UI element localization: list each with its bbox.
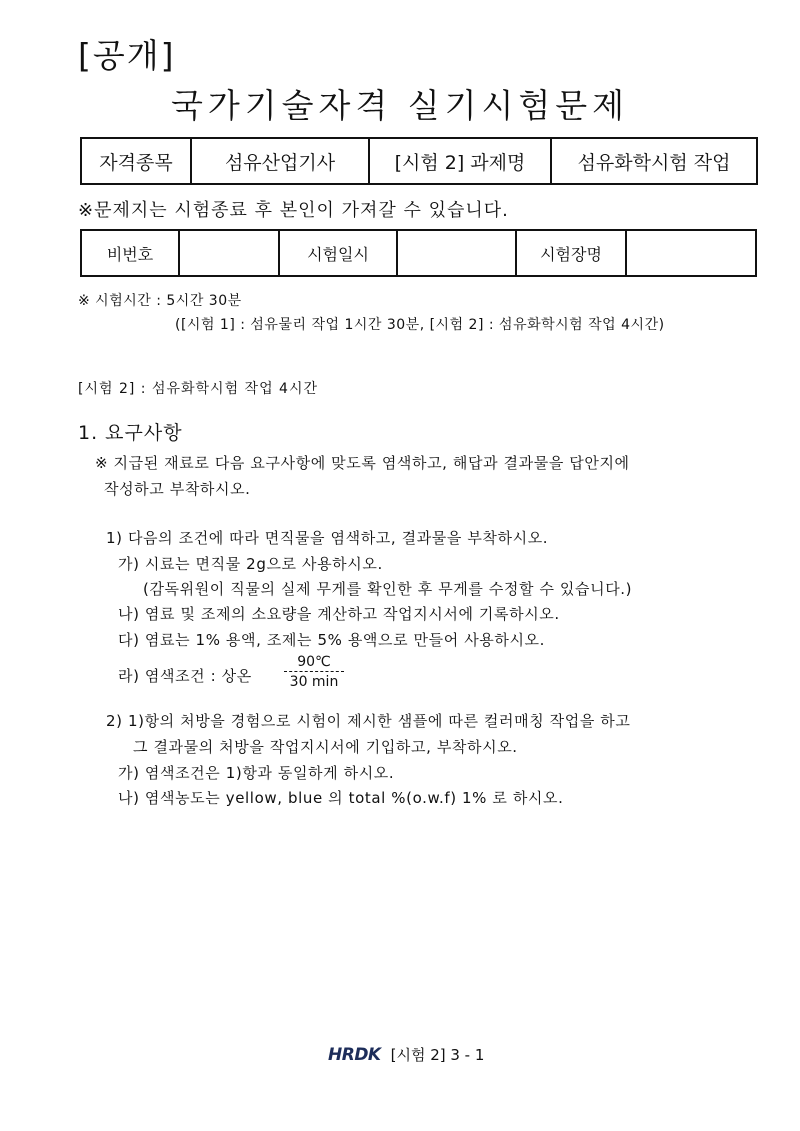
candidate-table bbox=[80, 229, 757, 277]
item-1-c: 다) 염료는 1% 용액, 조제는 5% 용액으로 만들어 사용하시오. bbox=[118, 631, 546, 649]
datetime-field[interactable] bbox=[397, 230, 516, 276]
task-value: 섬유화학시험 작업 bbox=[551, 138, 757, 184]
item-1-a: 가) 시료는 면직물 2g으로 사용하시오. bbox=[118, 555, 383, 573]
qualification-label: 자격종목 bbox=[81, 138, 191, 184]
page-footer bbox=[328, 1044, 484, 1065]
task-label: [시험 2] 과제명 bbox=[369, 138, 551, 184]
item-1-d: 라) 염색조건 : 상온 bbox=[118, 667, 252, 685]
document-title: 국가기술자격 실기시험문제 bbox=[170, 86, 630, 125]
dyeing-condition-fraction bbox=[284, 654, 344, 690]
requirements-intro-2: 작성하고 부착하시오. bbox=[104, 480, 251, 498]
item-1-b: 나) 염료 및 조제의 소요량을 계산하고 작업지시서에 기록하시오. bbox=[118, 605, 560, 623]
venue-label: 시험장명 bbox=[516, 230, 626, 276]
requirements-intro-1: ※ 지급된 재료로 다음 요구사항에 맞도록 염색하고, 해답과 결과물을 답안지에 bbox=[95, 454, 630, 472]
exam-time-detail: ([시험 1] : 섬유물리 작업 1시간 30분, [시험 2] : 섬유화학시험 작업 4시간) bbox=[175, 317, 665, 333]
fraction-denominator: 30 min bbox=[289, 674, 339, 690]
item-2-b: 나) 염색농도는 yellow, blue 의 total %(o.w.f) 1% 로 하시오. bbox=[118, 789, 564, 807]
notice-text: ※문제지는 시험종료 후 본인이 가져갈 수 있습니다. bbox=[78, 200, 509, 221]
number-field[interactable] bbox=[179, 230, 279, 276]
item-2-line-2: 그 결과물의 처방을 작업지시서에 기입하고, 부착하시오. bbox=[133, 738, 518, 756]
item-2-a: 가) 염색조건은 1)항과 동일하게 하시오. bbox=[118, 764, 395, 782]
exam-time: ※ 시험시간 : 5시간 30분 bbox=[78, 293, 242, 309]
venue-field[interactable] bbox=[626, 230, 756, 276]
public-tag: [공개] bbox=[78, 36, 176, 75]
qualification-table bbox=[80, 137, 758, 185]
item-2-line-1: 2) 1)항의 처방을 경험으로 시험이 제시한 샘플에 따른 컬러매칭 작업을 하고 bbox=[106, 712, 631, 730]
fraction-numerator: 90℃ bbox=[284, 654, 344, 672]
datetime-label: 시험일시 bbox=[279, 230, 397, 276]
requirements-heading: 1. 요구사항 bbox=[78, 422, 183, 444]
item-1: 1) 다음의 조건에 따라 면직물을 염색하고, 결과물을 부착하시오. bbox=[106, 529, 549, 547]
hrdk-logo: HRDK bbox=[328, 1045, 381, 1065]
page-number: [시험 2] 3 - 1 bbox=[390, 1046, 485, 1064]
qualification-value: 섬유산업기사 bbox=[191, 138, 369, 184]
section-label: [시험 2] : 섬유화학시험 작업 4시간 bbox=[78, 381, 318, 397]
item-1-a-note: (감독위원이 직물의 실제 무게를 확인한 후 무게를 수정할 수 있습니다.) bbox=[143, 580, 633, 598]
number-label: 비번호 bbox=[81, 230, 179, 276]
